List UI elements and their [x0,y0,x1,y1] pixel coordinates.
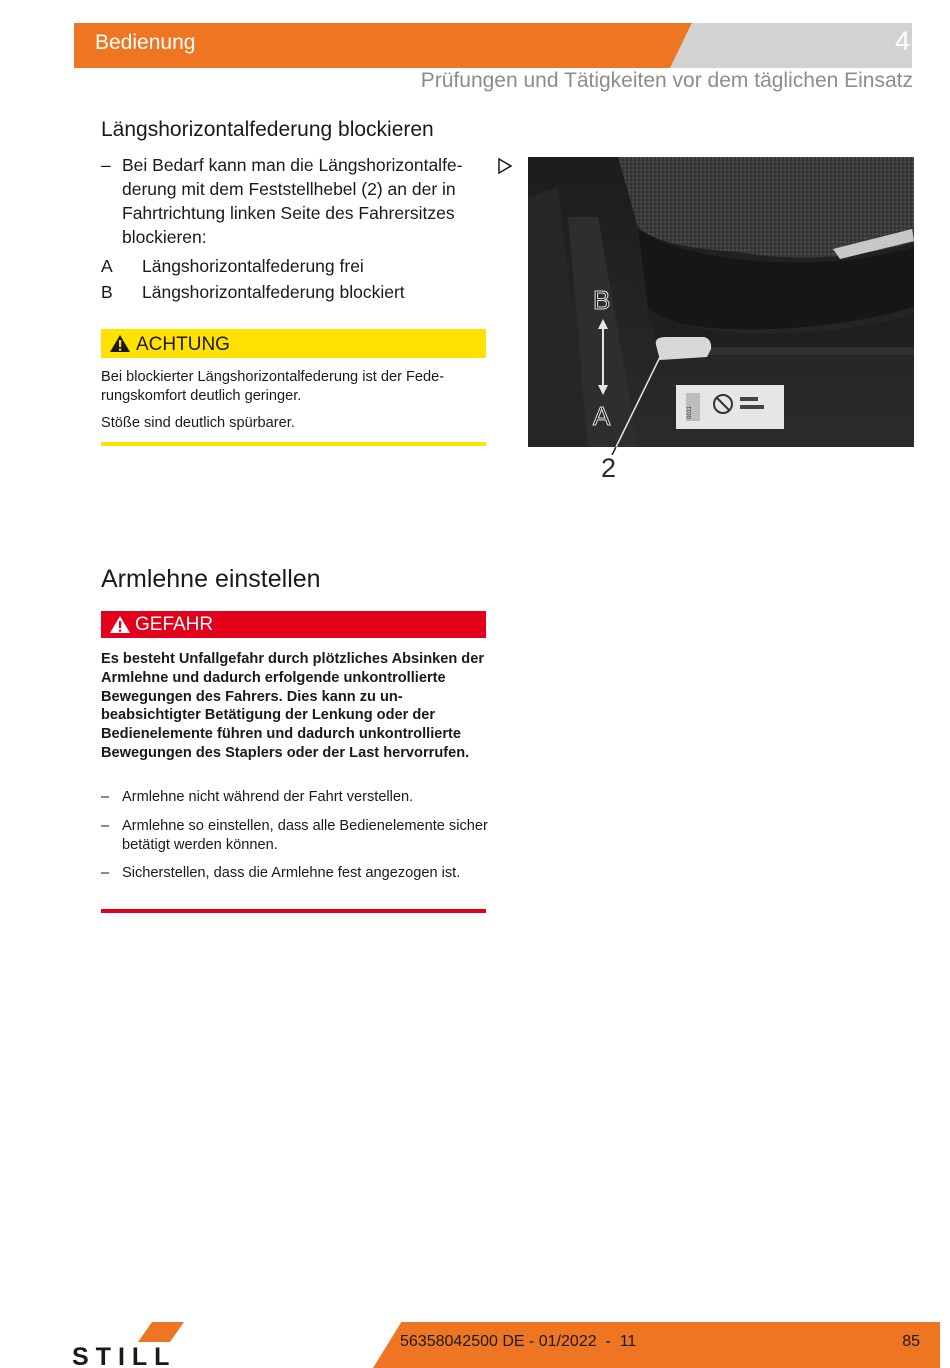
danger-label: GEFAHR [135,614,214,635]
caution-text: Bei blockierter Längshorizontalfederung ist der Federungskomfort deutlich geringer. [101,369,445,404]
page-subtitle: Prüfungen und Tätigkeiten vor dem täglichen Einsatz [420,69,913,92]
caution-text: Stöße sind deutlich spürbarer. [101,415,295,431]
bullet-dash: – [101,155,111,175]
option-a [101,256,481,278]
option-text: Längshorizontalfederung frei [142,256,364,276]
bullet-dash: – [101,789,110,805]
warning-icon [109,615,131,634]
instruction-text: Bei Bedarf kann man die Längshorizontalfederung mit dem Feststellhebel (2) an der in Fahrtrichtung linken Seite des Fahrersitzes blockieren: [122,155,463,247]
figure-pointer-icon [497,157,513,175]
instruction-item [101,153,486,253]
logo-text: STILL [72,1343,177,1368]
list-item [101,817,491,857]
seat-lever-photo [528,157,914,447]
danger-text: Es besteht Unfallgefahr durch plötzliches Absinken der Armlehne und dadurch erfolgende unkontrollierte Bewegungen des Fahrers. Dies kann zu unbeabsichtigter Betätigung der Lenkung oder der Bedienelemente führen und dadurch unkontrollierte Bewegungen des Staplers oder der Last hervorrufen. [101,651,485,761]
option-text: Längshorizontalfederung blockiert [142,282,405,302]
section-heading-armrest: Armlehne einstellen [101,565,321,593]
figure-label-2: 2 [601,453,617,483]
option-letter: A [101,256,113,276]
option-letter: B [101,282,113,302]
document-reference: 56358042500 DE - 01/2022 - 11 [400,1333,637,1350]
list-item-text: Armlehne so einstellen, dass alle Bedienelemente sicher betätigt werden können. [122,818,488,853]
page-number: 85 [902,1333,920,1350]
danger-end-rule [101,909,486,913]
header-chapter-tab [670,23,912,68]
section-heading-blocking: Längshorizontalfederung blockieren [101,118,434,141]
caution-label: ACHTUNG [136,334,230,355]
bullet-dash: – [101,865,110,881]
list-item [101,788,491,810]
list-item [101,864,491,904]
caution-end-rule [101,442,486,446]
list-item-text: Sicherstellen, dass die Armlehne fest angezogen ist. [122,865,461,881]
chapter-number: 4 [894,26,910,56]
section-title: Bedienung [95,31,196,54]
bullet-dash: – [101,818,110,834]
list-item-text: Armlehne nicht während der Fahrt verstellen. [122,789,414,805]
option-b [101,282,481,304]
sticker-code: 0011 [687,406,693,419]
figure-label-a: A [593,401,611,431]
still-logo [72,1320,232,1368]
figure-label-b: B [593,285,611,315]
warning-icon [109,334,131,353]
